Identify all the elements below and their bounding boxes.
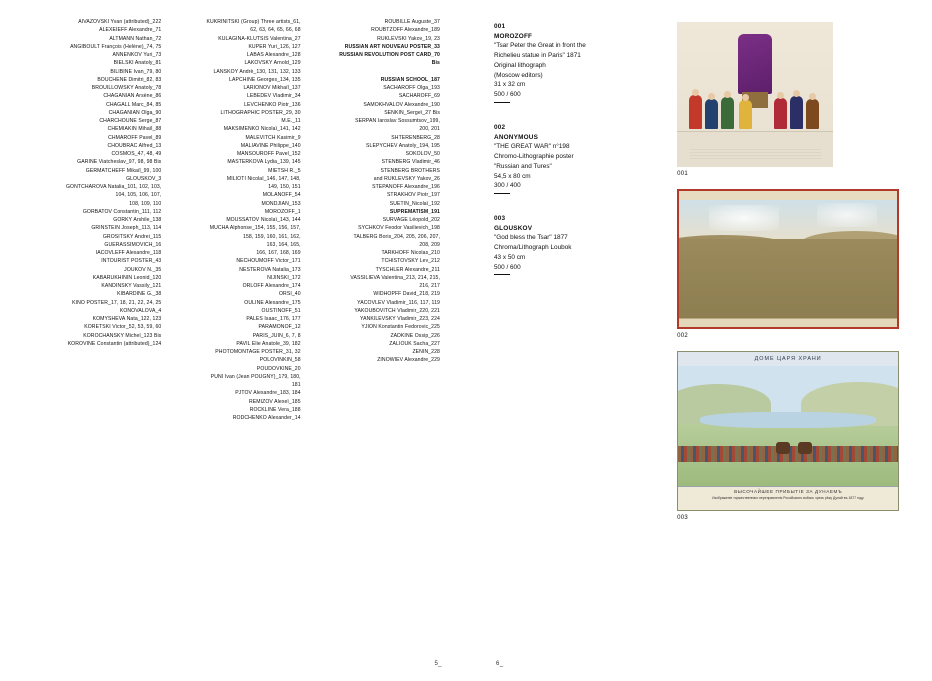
index-entry: 62, 63, 64, 65, 66, 68	[250, 27, 301, 34]
index-entry: MIETSH R._5	[268, 167, 301, 174]
lot-line: Chroma/Lithograph Loubok	[494, 244, 572, 252]
image-figure	[774, 98, 787, 129]
image-figure	[739, 100, 752, 129]
index-entry: PJTOV Alexandre_183, 184	[235, 390, 301, 397]
index-entry: PUNI Ivan (Jean POUGNY)_179, 180,	[210, 373, 301, 380]
index-entry: YACOVLEV Vladimir_116, 117, 119	[357, 299, 440, 306]
image-river	[700, 412, 876, 428]
index-entry: LABAS Alexandre_128	[246, 52, 301, 58]
index-entry: RUSSIAN REVOLUTION POST CARD_70	[339, 52, 440, 58]
index-entry: STRAKHOV Piotr_197	[386, 192, 440, 199]
page-number-right: 6_	[496, 661, 504, 667]
index-entry: PARAMONOF_12	[258, 324, 301, 331]
index-entry: KABARUKHININ Leonid_120	[92, 274, 162, 281]
index-entry: PARIS_JUIN_6, 7, 8	[252, 332, 301, 339]
index-entry: ROCKLINE Vera_188	[249, 406, 301, 413]
index-entry: 200, 201	[419, 126, 440, 133]
index-entry: ANGIBOULT François (Helène)_74, 75	[70, 43, 162, 50]
index-entry: REMIZOV Alexeï_185	[249, 398, 301, 405]
index-spacer	[309, 68, 440, 76]
index-entry: YAKOUBOVITCH Vladimir_220, 221	[354, 307, 440, 314]
index-entry: GONTCHAROVA Natalia_101, 102, 103,	[66, 184, 162, 190]
index-entry: SERPAN Iaroslav Sossumtsov_199,	[355, 118, 440, 125]
index-entry: BIELSKI Anatoly_81	[113, 60, 162, 67]
index-entry: STENBERG BROTHERS	[380, 167, 440, 174]
index-entry: GRINSTEIN Joseph_113, 114	[91, 225, 162, 232]
index-entry: SLEPYCHEV Anatoly_194, 195	[366, 142, 440, 149]
entry-divider	[494, 193, 510, 194]
index-entry: GORBATOV Constantin_111, 112	[82, 208, 162, 215]
index-entry: LAPCHINE Georges_134, 135	[229, 76, 301, 83]
index-entry: KOROVINE Constantin (attributed)_124	[67, 340, 162, 347]
image-footer	[678, 486, 898, 510]
index-entry: TYSCHLER Alexandre_211	[375, 266, 440, 273]
index-entry: KONOVALOVA_4	[119, 307, 162, 314]
index-entry: and RUKLEVSKY Yakov_26	[373, 175, 440, 182]
index-entry: CHAGANIAN Olga_90	[108, 109, 162, 116]
index-entry: INTOURIST POSTER_43	[101, 258, 162, 265]
index-entry: CHAGALL Marc_84, 85	[106, 101, 162, 108]
index-entry: GLOUSKOV_3	[126, 175, 162, 182]
lot-estimate: 500 / 600	[494, 91, 521, 99]
index-entry: SYCHKOV Feodor Vasilievich_198	[358, 225, 440, 232]
index-entry: MUCHA Alphonse_154, 155, 156, 157,	[209, 225, 301, 232]
index-entry: CHOUBRAC Alfred_13	[107, 142, 162, 149]
index-entry: LARIONOV Mikhaïl_137	[243, 85, 301, 91]
index-entry: ROUBTZOFF Alexandre_189	[371, 27, 440, 34]
index-entry: ALEXEIEFF Alexandre_71	[99, 27, 162, 34]
index-entry: RUSSIAN SCHOOL_187	[380, 76, 440, 83]
index-entry: MILIOTI Nicolaï_146, 147, 148,	[226, 175, 301, 182]
index-entry: ROUBILLE Auguste_37	[384, 19, 440, 25]
index-entry: NIJINSKI_172	[267, 274, 301, 281]
lot-line: "God bless the Tsar" 1877	[494, 234, 568, 242]
index-entry: GERMATCHEFF Mikaïl_99, 100	[85, 167, 162, 174]
index-entry: SENKIN_Sergeï_27 Bis	[384, 109, 440, 116]
index-entry: KUPER Yuri_126, 127	[248, 43, 301, 50]
image-footer-title: ВЫСОЧАЙШЕЕ ПРИБЫТІЕ ЗА ДУНАЕМЪ	[734, 489, 843, 494]
index-entry: 158, 159, 160, 161, 162,	[243, 233, 301, 240]
index-column-3	[305, 18, 444, 365]
index-entry: MAKSIMENKO Nicolaï_141, 142	[223, 126, 301, 133]
image-figure	[705, 99, 718, 129]
index-entry: RUSSIAN ART NOUVEAU POSTER_33	[344, 43, 440, 50]
index-entry: ORLOFF Alexandre_174	[242, 283, 301, 289]
index-entry: AIVAZOVSKI Yvan (attributed)_222	[78, 19, 162, 25]
index-entry: 181	[291, 382, 301, 388]
plate-003	[677, 351, 912, 521]
index-entry: KORETSKI Victor_52, 53, 59, 60	[84, 324, 162, 331]
index-entry: SHTERENBERG_28	[391, 134, 440, 141]
lot-dimensions: 54,5 x 80 cm	[494, 172, 531, 180]
index-entry: Bis	[431, 60, 440, 67]
index-entry: ZINOWIEV Alexandre_229	[377, 357, 440, 364]
index-columns	[26, 18, 444, 422]
plate-caption: 002	[677, 333, 689, 339]
image-scene	[678, 366, 898, 488]
catalog-entry-002	[494, 123, 663, 194]
index-entry: CHMAROFF Pavel_89	[108, 134, 162, 141]
image-rider	[776, 442, 790, 454]
index-entry: STEPANOFF Alexandre_196	[372, 184, 440, 191]
lot-line: "Tsar Peter the Great in front the	[494, 42, 586, 50]
index-entry: MONDJIAN_153	[261, 200, 301, 207]
index-entry: STENBERG Vladimir_46	[381, 159, 440, 166]
image-figure	[790, 96, 803, 129]
index-entry: SURVAGE Léopold_202	[382, 217, 440, 224]
index-entry: JOUKOV N._35	[124, 266, 162, 273]
plate-caption: 003	[677, 515, 689, 521]
index-entry: LEVCHENKO Piotr_136	[244, 101, 301, 108]
index-entry: 163, 164, 165,	[266, 241, 301, 248]
lot-artist: ANONYMOUS	[494, 133, 539, 141]
index-entry: COSMOS_47, 48, 49	[111, 151, 162, 157]
index-entry: GROSITSKY Andrei_115	[102, 233, 162, 240]
index-entry: IACOVLEFF Alexandre_118	[95, 250, 162, 256]
index-entry: GARINE Viatcheslav_97, 98, 98 Bis	[77, 159, 162, 166]
index-entry: LEBEDEV Vladimir_34	[246, 93, 301, 100]
index-entry: MALIAVINE Philippe_140	[240, 142, 301, 149]
index-entry: LANSKOY Andrè_130, 131, 132, 133	[213, 68, 301, 75]
index-entry: 104, 105, 106, 107,	[115, 192, 162, 199]
index-entry: WIDHOPFF David_218, 219	[373, 291, 440, 298]
plate-002	[677, 189, 912, 339]
index-entry: 149, 150, 151	[268, 184, 301, 190]
index-entry: BOUCHENE Dimitri_82, 83	[97, 76, 162, 83]
index-entry: ZENIN_228	[412, 349, 440, 356]
index-entry: LITHOGRAPHIC POSTER_29, 30	[220, 109, 301, 116]
index-entry: PAVIL Elie Anatole_39, 182	[236, 340, 301, 347]
image-figure	[806, 99, 819, 129]
catalog-entries	[494, 18, 663, 533]
index-entry: BILIBINE Ivan_79, 80	[110, 68, 162, 75]
index-entry: MANSOUROFF Pavel_152	[236, 151, 301, 157]
right-page	[466, 0, 932, 681]
index-entry: ZADKINE Ossip_226	[390, 332, 440, 339]
plate-images	[677, 18, 912, 533]
lot-estimate: 500 / 600	[494, 263, 521, 271]
lot-line: Richelieu statue in Paris" 1871	[494, 52, 581, 60]
index-entry: 216, 217	[419, 283, 440, 290]
index-entry: RUKLEVSKI Yakov_19, 23	[377, 35, 440, 42]
index-entry: PHOTOMONTAGE POSTER_31, 32	[215, 349, 301, 355]
index-entry: RODCHENKO Alexander_14	[232, 415, 301, 421]
index-entry: OUSTINOFF_51	[261, 307, 301, 314]
lot-line: "THE GREAT WAR" n°198	[494, 143, 570, 151]
index-entry: LAKOVSKY Arnold_129	[244, 60, 301, 67]
plate-caption: 001	[677, 171, 689, 177]
image-rider	[798, 442, 812, 454]
index-entry: MOUSSATOV Nicolaï_143, 144	[226, 217, 301, 223]
index-entry: GORKY Arshile_138	[113, 217, 162, 223]
index-entry: KOROCHANSKY Michel_123 Bis	[83, 332, 162, 339]
index-entry: POLOVINKIN_58	[259, 357, 301, 364]
image-footer-body: Изображеніе торжественнаго переправленія Россійскихъ войскъ чрезъ рѣку Дунай въ 1877 году.	[712, 495, 865, 500]
index-entry: CHARCHOUNE Serge_87	[99, 118, 162, 124]
index-entry: 108, 109, 110	[129, 200, 162, 207]
index-entry: POUDOVKINE_20	[256, 365, 301, 372]
index-entry: NECHOUMOFF Victor_171	[236, 258, 301, 265]
lot-line: Original lithograph	[494, 61, 546, 69]
plate-001	[677, 22, 912, 177]
index-entry: ALTMANN Nathan_72	[109, 35, 162, 42]
index-entry: KOMYSHEVA Nata_122, 123	[92, 316, 162, 322]
image-smoke	[817, 203, 877, 227]
loubok-god-bless-the-tsar-image	[677, 351, 899, 511]
index-entry: TALBERG Boris_204, 205, 206, 207,	[353, 233, 440, 240]
index-entry: MOLANOFF_54	[262, 192, 301, 199]
image-caption-band	[679, 318, 897, 327]
index-entry: CHAGANIAN Arsène_86	[103, 93, 162, 100]
lot-number: 002	[494, 123, 506, 131]
image-smoke	[709, 205, 779, 231]
index-entry: M.E._11	[281, 118, 301, 124]
index-column-2	[165, 18, 304, 422]
catalog-entry-001	[494, 22, 663, 103]
lot-dimensions: 31 x 32 cm	[494, 81, 526, 89]
image-statue	[738, 34, 772, 94]
index-entry: KIBARDINE G._38	[117, 291, 162, 298]
lot-number: 001	[494, 23, 506, 30]
index-entry: ZALIOUK Sacha_227	[389, 340, 440, 347]
index-entry: VASSILIEVA Valentina_213, 214, 215,	[350, 274, 440, 281]
lot-estimate: 300 / 400	[494, 182, 521, 190]
index-entry: GUERASSIMOVICH_16	[104, 241, 162, 248]
lot-artist: MOROZOFF	[494, 32, 533, 40]
index-entry: CHEMIAKIN Mihaïl_88	[107, 126, 162, 133]
index-entry: NESTEROVA Natalia_173	[239, 266, 301, 273]
index-entry: TARKHOFF Nicolas_210	[381, 250, 440, 257]
lot-number: 003	[494, 215, 506, 223]
index-entry: MALEVITCH Kasimir_9	[245, 134, 301, 141]
index-entry: SAMOKHVALOV Alexandre_190	[363, 101, 440, 108]
index-entry: SACHAROFF Olga_193	[383, 85, 440, 92]
great-war-poster-image	[677, 189, 899, 329]
lithograph-tsar-peter-image	[677, 22, 833, 167]
image-caption-band	[690, 149, 821, 161]
lot-artist: GLOUSKOV	[494, 224, 533, 232]
image-header-text: ДОМЕ ЦАРЯ ХРАНИ	[678, 352, 898, 367]
entry-divider	[494, 274, 510, 275]
lot-dimensions: 43 x 50 cm	[494, 253, 526, 261]
lot-line: Chromo-Lithographie poster	[494, 153, 574, 161]
index-entry: 208, 209	[419, 241, 440, 248]
index-entry: YANKILEVSKY Vladimir_223, 224	[359, 316, 440, 323]
lot-line: "Russian and Tures"	[494, 162, 552, 170]
index-entry: YJION Konstantin Fedorovic_225	[361, 324, 440, 331]
image-battlefield	[679, 239, 897, 329]
index-entry: KUKRINITSKI (Group) Three artists_61,	[206, 19, 301, 25]
index-entry: KANDINSKY Vassily_121	[101, 283, 162, 289]
index-entry: KULAGINA-KLUTSIS Valentina_27	[218, 35, 301, 42]
index-entry: SUPREMATISM_191	[389, 208, 440, 215]
lot-line: (Moscow editors)	[494, 71, 543, 79]
catalog-entry-003	[494, 214, 663, 275]
index-entry: TCHISTOVSKY Lev_212	[381, 258, 440, 265]
index-column-1	[26, 18, 165, 348]
index-entry: PALES Isaac_176, 177	[246, 316, 301, 322]
image-figure	[689, 95, 702, 129]
index-entry: 166, 167, 168, 169	[256, 250, 301, 256]
index-entry: MASTERKOVA Lydia_139, 145	[227, 159, 301, 166]
index-entry: SOKOLOV_50	[405, 151, 440, 158]
index-entry: KINO POSTER_17, 18, 21, 22, 24, 25	[72, 299, 162, 306]
index-entry: BROUILLOWSKY Anatoly_78	[91, 85, 162, 91]
index-entry: MOROZOFF_1	[264, 208, 301, 215]
index-entry: ORSI_40	[279, 291, 301, 298]
index-entry: SUETIN_Nicolaï_192	[389, 200, 440, 207]
index-entry: ANNENKOV Yuri_73	[112, 52, 162, 58]
entry-divider	[494, 102, 510, 103]
image-figure	[721, 97, 734, 129]
index-entry: OULINE Alexandre_175	[244, 299, 301, 306]
page-number-left: 5_	[434, 661, 442, 667]
index-entry: SACHAROFF_69	[398, 93, 440, 100]
